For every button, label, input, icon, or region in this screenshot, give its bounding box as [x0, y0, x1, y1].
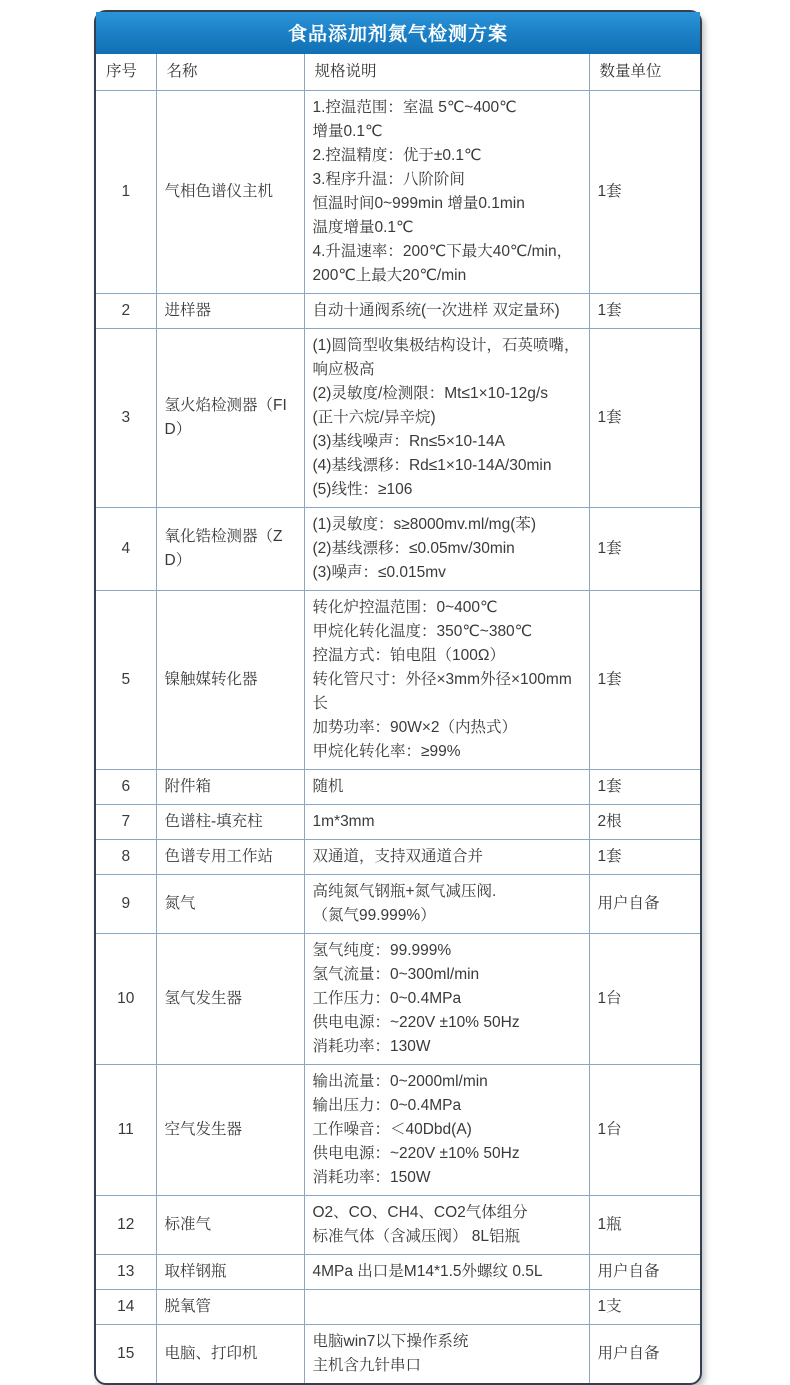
spec-cell — [304, 91, 589, 294]
row-number-cell: 14 — [96, 1290, 156, 1325]
quantity-cell: 1套 — [589, 591, 700, 770]
spec-line: 氢气纯度：99.999% — [312, 942, 452, 959]
spec-cell — [304, 770, 589, 805]
spec-line: 供电电源：~220V ±10% 50Hz — [312, 1145, 520, 1162]
row-number-cell: 6 — [96, 770, 156, 805]
spec-line: 消耗功率：130W — [312, 1038, 431, 1055]
spec-line: (2)基线漂移：≤0.05mv/30min — [312, 540, 515, 557]
quantity-cell: 1支 — [589, 1290, 700, 1325]
row-number-cell: 10 — [96, 934, 156, 1065]
row-number-cell: 3 — [96, 329, 156, 508]
spec-line: 温度增量0.1℃ — [312, 219, 414, 236]
spec-line: 响应极高 — [312, 361, 375, 378]
spec-cell — [304, 1290, 589, 1325]
table-row — [96, 1325, 700, 1384]
spec-cell — [304, 1065, 589, 1196]
item-name-cell: 标准气 — [156, 1196, 304, 1255]
item-name-cell: 空气发生器 — [156, 1065, 304, 1196]
column-header-qty: 数量单位 — [589, 54, 700, 91]
table-row — [96, 1290, 700, 1325]
spec-line: 随机 — [312, 778, 344, 795]
quantity-cell: 1套 — [589, 329, 700, 508]
table-row — [96, 1255, 700, 1290]
spec-line: 高纯氮气钢瓶+氮气减压阀. — [312, 883, 497, 900]
table-row — [96, 770, 700, 805]
spec-cell — [304, 1325, 589, 1384]
spec-line: (3)基线噪声：Rn≤5×10-14A — [312, 433, 505, 450]
spec-line: (1)灵敏度：s≥8000mv.ml/mg(苯) — [312, 516, 537, 533]
item-name-cell: 色谱柱-填充柱 — [156, 805, 304, 840]
row-number-cell: 9 — [96, 875, 156, 934]
spec-line: 工作压力：0~0.4MPa — [312, 990, 462, 1007]
quantity-cell: 1瓶 — [589, 1196, 700, 1255]
spec-line: 增量0.1℃ — [312, 123, 383, 140]
quantity-cell: 1套 — [589, 770, 700, 805]
row-number-cell: 8 — [96, 840, 156, 875]
item-name-cell: 氢火焰检测器（FID） — [156, 329, 304, 508]
spec-line: (正十六烷/异辛烷) — [312, 409, 436, 426]
quantity-cell: 1套 — [589, 294, 700, 329]
spec-line: 双通道，支持双通道合并 — [312, 848, 484, 865]
header-row — [96, 54, 700, 91]
table-row — [96, 294, 700, 329]
item-name-cell: 氮气 — [156, 875, 304, 934]
table-row — [96, 329, 700, 508]
item-name-cell: 脱氧管 — [156, 1290, 304, 1325]
spec-cell — [304, 508, 589, 591]
column-header-name: 名称 — [156, 54, 304, 91]
spec-line: (3)噪声：≤0.015mv — [312, 564, 446, 581]
spec-cell — [304, 840, 589, 875]
row-number-cell: 12 — [96, 1196, 156, 1255]
row-number-cell: 13 — [96, 1255, 156, 1290]
row-number-cell: 15 — [96, 1325, 156, 1384]
item-name-cell: 色谱专用工作站 — [156, 840, 304, 875]
item-name-cell: 进样器 — [156, 294, 304, 329]
spec-line: 4MPa 出口是M14*1.5外螺纹 0.5L — [312, 1263, 543, 1280]
quantity-cell: 1台 — [589, 934, 700, 1065]
spec-line: 200℃上最大20℃/min — [312, 267, 467, 284]
quantity-cell: 用户自备 — [589, 875, 700, 934]
spec-line: 供电电源：~220V ±10% 50Hz — [312, 1014, 520, 1031]
item-name-cell: 取样钢瓶 — [156, 1255, 304, 1290]
table-row — [96, 91, 700, 294]
spec-line: 甲烷化转化率：≥99% — [312, 743, 461, 760]
spec-line: (4)基线漂移：Rd≤1×10-14A/30min — [312, 457, 552, 474]
table-row — [96, 840, 700, 875]
spec-cell — [304, 294, 589, 329]
spec-line: 1.控温范围：室温 5℃~400℃ — [312, 99, 517, 116]
spec-line: 氢气流量：0~300ml/min — [312, 966, 480, 983]
spec-cell — [304, 934, 589, 1065]
spec-cell — [304, 1196, 589, 1255]
quantity-cell: 2根 — [589, 805, 700, 840]
spec-line: （氮气99.999%） — [312, 907, 436, 924]
item-name-cell: 电脑、打印机 — [156, 1325, 304, 1384]
quantity-cell: 1台 — [589, 1065, 700, 1196]
table-row — [96, 1065, 700, 1196]
spec-line: 工作噪音：＜40Dbd(A) — [312, 1121, 472, 1138]
spec-table-card — [94, 10, 702, 1385]
table-row — [96, 934, 700, 1065]
row-number-cell: 1 — [96, 91, 156, 294]
table-row — [96, 508, 700, 591]
spec-line: 消耗功率：150W — [312, 1169, 431, 1186]
spec-line: 3.程序升温：八阶阶间 — [312, 171, 465, 188]
spec-line: 转化管尺寸：外径×3mm外径×100mm长 — [312, 671, 572, 712]
spec-line: 输出压力：0~0.4MPa — [312, 1097, 462, 1114]
item-name-cell: 镍触媒转化器 — [156, 591, 304, 770]
spec-line: O2、CO、CH4、CO2气体组分 — [312, 1204, 528, 1221]
spec-line: 自动十通阀系统(一次进样 双定量环) — [312, 302, 560, 319]
spec-line: 1m*3mm — [312, 813, 375, 830]
column-header-spec: 规格说明 — [304, 54, 589, 91]
column-header-no: 序号 — [96, 54, 156, 91]
page-title: 食品添加剂氮气检测方案 — [96, 12, 700, 54]
spec-line: (5)线性：≥106 — [312, 481, 413, 498]
table-row — [96, 805, 700, 840]
item-name-cell: 氧化锆检测器（ZD） — [156, 508, 304, 591]
spec-line: 控温方式：铂电阻（100Ω） — [312, 647, 505, 664]
spec-line: 恒温时间0~999min 增量0.1min — [312, 195, 525, 212]
quantity-cell: 1套 — [589, 91, 700, 294]
spec-line: 转化炉控温范围：0~400℃ — [312, 599, 498, 616]
item-name-cell: 附件箱 — [156, 770, 304, 805]
spec-table — [96, 54, 700, 1383]
row-number-cell: 4 — [96, 508, 156, 591]
spec-line: 甲烷化转化温度：350℃~380℃ — [312, 623, 533, 640]
row-number-cell: 5 — [96, 591, 156, 770]
spec-line: (2)灵敏度/检测限：Mt≤1×10-12g/s — [312, 385, 548, 402]
row-number-cell: 7 — [96, 805, 156, 840]
quantity-cell: 用户自备 — [589, 1325, 700, 1384]
spec-line: 主机含九针串口 — [312, 1357, 422, 1374]
spec-cell — [304, 875, 589, 934]
table-row — [96, 1196, 700, 1255]
spec-line: 加势功率：90W×2（内热式） — [312, 719, 518, 736]
spec-line: 电脑win7以下操作系统 — [312, 1333, 469, 1350]
item-name-cell: 氢气发生器 — [156, 934, 304, 1065]
quantity-cell: 1套 — [589, 840, 700, 875]
row-number-cell: 2 — [96, 294, 156, 329]
spec-line: (1)圆筒型收集极结构设计，石英喷嘴， — [312, 337, 580, 354]
table-row — [96, 591, 700, 770]
table-body — [96, 91, 700, 1384]
spec-line: 4.升温速率：200℃下最大40℃/min， — [312, 243, 573, 260]
quantity-cell: 1套 — [589, 508, 700, 591]
spec-line: 2.控温精度：优于±0.1℃ — [312, 147, 482, 164]
table-row — [96, 875, 700, 934]
spec-cell — [304, 805, 589, 840]
spec-cell — [304, 1255, 589, 1290]
spec-line: 标准气体（含减压阀） 8L铝瓶 — [312, 1228, 521, 1245]
item-name-cell: 气相色谱仪主机 — [156, 91, 304, 294]
spec-line: 输出流量：0~2000ml/min — [312, 1073, 488, 1090]
spec-cell — [304, 591, 589, 770]
quantity-cell: 用户自备 — [589, 1255, 700, 1290]
row-number-cell: 11 — [96, 1065, 156, 1196]
spec-cell — [304, 329, 589, 508]
